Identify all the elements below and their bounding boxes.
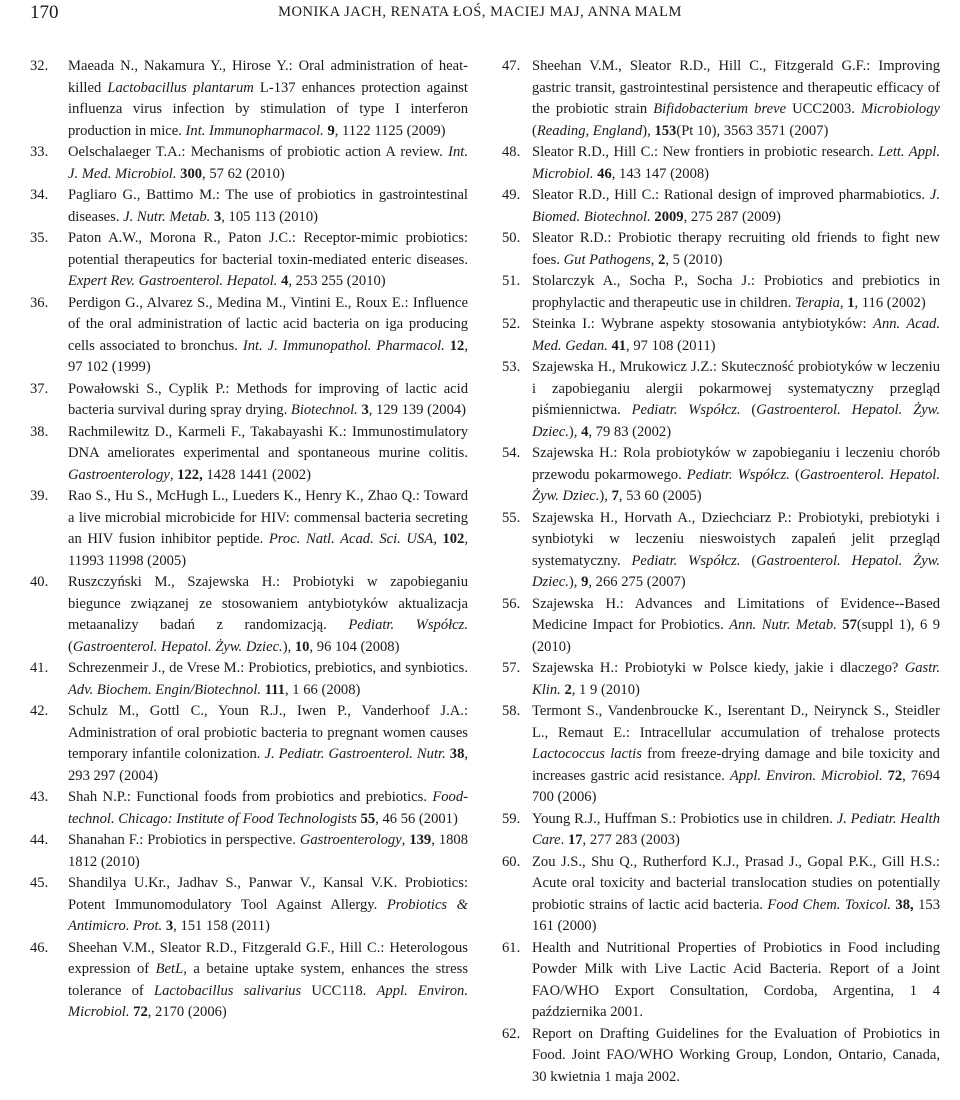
reference-text: , 11993 11998 (2005) <box>68 531 468 569</box>
reference-number: 34. <box>30 187 49 203</box>
reference-text: Shanahan F.: Probiotics in perspective. <box>68 832 300 848</box>
reference-text: Report on Drafting Guidelines for the Evaluation of Probiotics in Food. Joint FAO/WHO Working Group, London, Ontario, Canada, 30 kwietnia 1 maja 2002. <box>532 1025 940 1085</box>
reference-number: 60. <box>502 853 521 870</box>
reference-italic-text: Biotechnol. <box>290 402 358 418</box>
reference-number: 32. <box>30 58 49 74</box>
reference-text: , 275 287 (2009) <box>683 208 781 225</box>
reference-entry <box>30 572 468 658</box>
reference-number: 54. <box>502 445 521 461</box>
reference-text: ( <box>532 122 537 139</box>
reference-text: Szajewska H.: Probiotyki w Polsce kiedy, jakie i dlaczego? <box>532 660 905 676</box>
reference-text: Perdigon G., Alvarez S., Medina M., Vintini E., Roux E.: Influence of the oral administration of lactic acid bacteria on iga producing cells associated to bronchus. <box>68 294 468 354</box>
reference-italic-text: Ann. Acad. Med. Gedan. <box>532 316 940 354</box>
reference-text: Oelschalaeger T.A.: Mechanisms of probiotic action A review. <box>68 144 449 160</box>
reference-entry <box>502 701 940 809</box>
reference-italic-text: Pediatr. Współcz. <box>631 552 741 569</box>
reference-text: ), <box>282 638 295 655</box>
reference-text: Rao S., Hu S., McHugh L., Lueders K., Henry K., Zhao Q.: Toward a live microbial microbicide for HIV: commensal bacteria secreting an HIV fusion inhibitor peptide. <box>68 488 468 547</box>
reference-italic-text: Probiotics & Antimicro. Prot. <box>68 896 469 934</box>
reference-text: Sleator R.D.: Probiotic therapy recruiting old friends to fight new foes. <box>532 230 940 268</box>
reference-text: , 116 (2002) <box>854 294 926 311</box>
reference-italic-text: Pediatr. Współcz. <box>348 617 468 633</box>
reference-number: 62. <box>502 1025 521 1042</box>
reference-number: 41. <box>30 660 49 676</box>
reference-text: Pagliaro G., Battimo M.: The use of probiotics in gastrointestinal diseases. <box>68 187 468 225</box>
reference-text: Maeada N., Nakamura Y., Hirose Y.: Oral administration of heat-killed <box>68 58 468 96</box>
reference-text: , 1808 1812 (2010) <box>68 832 468 870</box>
reference-text: , 97 102 (1999) <box>68 337 468 375</box>
reference-volume: 3 <box>361 402 369 418</box>
reference-text: , 1 66 (2008) <box>284 681 361 698</box>
reference-italic-text: BetL <box>155 961 184 977</box>
reference-italic-text: Gastroenterol. Hepatol. Żyw. Dziec. <box>532 552 940 590</box>
reference-text: , <box>401 832 410 848</box>
reference-text: , 105 113 (2010) <box>221 208 318 225</box>
reference-italic-text: Terapia <box>795 294 840 311</box>
reference-text: Shandilya U.Kr., Jadhav S., Panwar V., Kansal V.K. Probiotics: Potent Immunomodulatory Tool Against Allergy. <box>68 875 468 913</box>
reference-number: 57. <box>502 660 521 676</box>
reference-text: Young R.J., Huffman S.: Probiotics use in children. <box>532 810 837 827</box>
reference-text: , 79 83 (2002) <box>588 423 672 440</box>
reference-entry <box>502 314 940 357</box>
reference-italic-text: Lactococcus lactis <box>532 746 642 762</box>
reference-number: 44. <box>30 832 49 848</box>
reference-text: , 53 60 (2005) <box>618 488 702 504</box>
reference-text: Schulz M., Gottl C., Youn R.J., Iwen P., Vanderhoof J.A.: Administration of oral probiotic bacteria to pregnant women causes temporary infantile colonization. <box>68 703 468 762</box>
reference-entry <box>30 185 468 228</box>
reference-italic-text: Reading, England <box>536 122 643 139</box>
reference-volume: 9 <box>581 574 589 590</box>
reference-italic-text: J. Nutr. Metab. <box>123 208 211 225</box>
reference-text: UCC2003. <box>786 101 862 117</box>
reference-text: , a betaine uptake system, enhances the stress tolerance of <box>68 961 468 999</box>
reference-text: , 57 62 (2010) <box>202 165 285 182</box>
reference-italic-text: Microbiology <box>861 101 940 117</box>
reference-entry <box>502 658 940 701</box>
reference-number: 52. <box>502 316 521 332</box>
reference-text: UCC118. <box>301 982 377 999</box>
reference-italic-text: Lett. Appl. Microbiol. <box>532 144 940 182</box>
reference-entry <box>502 508 940 594</box>
reference-volume: 4 <box>281 273 289 289</box>
reference-text: , 266 275 (2007) <box>588 574 686 590</box>
reference-volume: 72 <box>887 767 903 784</box>
reference-text: (suppl 1), 6 9 (2010) <box>532 617 940 655</box>
reference-volume: 12 <box>449 337 465 354</box>
reference-volume: 139 <box>409 832 432 848</box>
reference-italic-text: Int. J. Immunopathol. Pharmacol. <box>242 337 445 354</box>
reference-italic-text: Gastroenterol. Hepatol. Żyw. Dziec. <box>532 466 940 504</box>
reference-volume: 17 <box>567 832 583 848</box>
reference-entry <box>502 185 940 228</box>
reference-number: 53. <box>502 359 521 375</box>
references-right-column <box>502 56 940 1088</box>
reference-entry <box>502 938 940 1024</box>
reference-text: Szajewska H.: Advances and Limitations of Evidence--Based Medicine Impact for Probiotics. <box>532 595 940 633</box>
reference-number: 61. <box>502 939 521 956</box>
reference-italic-text: J. Pediatr. Gastroenterol. Nutr. <box>264 746 446 762</box>
reference-text: (Pt 10), 3563 3571 (2007) <box>676 122 829 139</box>
reference-text: , 253 255 (2010) <box>288 273 386 289</box>
reference-text: Szajewska H.: Rola probiotyków w zapobieganiu i leczeniu chorób przewodu pokarmowego. <box>532 445 940 483</box>
reference-italic-text: J. Pediatr. Health Care <box>532 810 940 848</box>
reference-entry <box>502 809 940 852</box>
reference-entry <box>502 56 940 142</box>
reference-text: ), <box>568 423 582 440</box>
reference-text: , 5 (2010) <box>665 251 723 268</box>
reference-entry <box>30 873 468 938</box>
reference-italic-text: Int. Immunopharmacol. <box>185 122 324 139</box>
reference-number: 39. <box>30 488 49 504</box>
reference-entry <box>502 594 940 659</box>
reference-text: , 151 158 (2011) <box>173 918 270 934</box>
reference-number: 58. <box>502 703 521 719</box>
reference-italic-text: Gut Pathogens <box>563 251 651 268</box>
reference-text: , 2170 (2006) <box>147 1004 227 1020</box>
reference-text: Szajewska H., Mrukowicz J.Z.: Skuteczność probiotyków w leczeniu i zapobieganiu alergii pokarmowej systematyczny przegląd piśmiennictwa. <box>532 359 940 418</box>
reference-volume: 2 <box>658 251 666 268</box>
reference-text: ( <box>740 402 757 418</box>
running-head-authors: MONIKA JACH, RENATA ŁOŚ, MACIEJ MAJ, ANNA MALM <box>278 4 682 20</box>
reference-volume: 38, <box>895 896 914 913</box>
reference-entry <box>30 938 468 1024</box>
reference-volume: 7 <box>611 488 619 504</box>
reference-number: 59. <box>502 810 521 827</box>
reference-italic-text: Gastroenterol. Hepatol. Żyw. Dziec. <box>72 638 283 655</box>
reference-volume: 55 <box>360 810 376 827</box>
reference-volume: 72 <box>133 1004 148 1020</box>
reference-volume: 10 <box>294 638 310 655</box>
reference-text: , 143 147 (2008) <box>611 165 710 182</box>
reference-volume: 57 <box>842 617 857 633</box>
reference-entry <box>30 228 468 293</box>
reference-number: 45. <box>30 875 49 891</box>
references-columns <box>30 56 940 1088</box>
reference-text: , <box>169 466 178 483</box>
reference-italic-text: Lactobacillus salivarius <box>153 982 302 999</box>
reference-volume: 2 <box>564 681 572 698</box>
reference-text: , <box>650 251 659 268</box>
reference-text: Paton A.W., Morona R., Paton J.C.: Receptor-mimic probiotics: potential therapeutics for bacterial toxin-mediated enteric diseases. <box>68 230 468 268</box>
reference-text: Ruszczyński M., Szajewska H.: Probiotyki w zapobieganiu biegunce związanej ze stosowaniem antybiotyków aktualizacja metaanalizy badań z randomizacją. <box>68 574 468 633</box>
reference-entry <box>502 271 940 314</box>
reference-text: , <box>839 294 848 311</box>
reference-text: Powałowski S., Cyplik P.: Methods for improving of lactic acid bacteria survival during spray drying. <box>68 380 468 418</box>
reference-number: 36. <box>30 294 49 311</box>
reference-text: , 1 9 (2010) <box>571 681 640 698</box>
reference-text: , 129 139 (2004) <box>368 402 467 418</box>
reference-volume: 41 <box>611 337 627 354</box>
reference-volume: 4 <box>581 423 589 440</box>
reference-number: 46. <box>30 939 49 956</box>
reference-entry <box>502 228 940 271</box>
reference-italic-text: Int. J. Med. Microbiol. <box>68 144 468 182</box>
reference-number: 35. <box>30 230 49 246</box>
reference-text: Zou J.S., Shu Q., Rutherford K.J., Prasad J., Gopal P.K., Gill H.S.: Acute oral toxicity and bacterial translocation studies on potentially probiotic strains of lactic acid bacteria. <box>532 853 940 913</box>
reference-text: 1428 1441 (2002) <box>202 466 311 483</box>
reference-italic-text: Lactobacillus plantarum <box>107 79 254 96</box>
reference-entry <box>30 142 468 185</box>
reference-text: ), <box>642 122 655 139</box>
reference-italic-text: Ann. Nutr. Metab. <box>729 617 837 633</box>
reference-text: Sleator R.D., Hill C.: New frontiers in probiotic research. <box>532 144 879 160</box>
reference-entry <box>502 852 940 938</box>
reference-entry <box>30 830 468 873</box>
reference-number: 51. <box>502 273 521 289</box>
reference-text: , 96 104 (2008) <box>309 638 400 655</box>
reference-text: Sleator R.D., Hill C.: Rational design of improved pharmabiotics. <box>532 187 930 203</box>
reference-italic-text: Food Chem. Toxicol. <box>767 896 891 913</box>
references-left-column <box>30 56 468 1088</box>
reference-volume: 153 <box>654 122 677 139</box>
reference-italic-text: Gastroenterology <box>68 466 170 483</box>
reference-volume: 38 <box>449 746 465 762</box>
page-number: 170 <box>30 2 59 23</box>
reference-entry <box>30 787 468 830</box>
reference-number: 49. <box>502 187 521 203</box>
reference-entry <box>30 379 468 422</box>
reference-entry <box>30 293 468 379</box>
reference-italic-text: Adv. Biochem. Engin/Biotechnol. <box>68 681 262 698</box>
reference-text: Rachmilewitz D., Karmeli F., Takabayashi K.: Immunostimulatory DNA ameliorates experimental and spontaneous murine colitis. <box>68 423 468 461</box>
reference-italic-text: Gastroenterology <box>299 832 402 848</box>
reference-text: , 1122 1125 (2009) <box>334 122 446 139</box>
reference-text: , 97 108 (2011) <box>626 337 716 354</box>
reference-text: Sheehan V.M., Sleator R.D., Hill C., Fitzgerald G.F.: Improving gastric transit, gastrointestinal persistence and therapeutic efficacy of the probiotic strain <box>532 58 940 117</box>
reference-text: Shah N.P.: Functional foods from probiotics and prebiotics. <box>68 789 433 805</box>
reference-number: 56. <box>502 595 521 612</box>
reference-volume: 111 <box>264 681 285 698</box>
reference-number: 40. <box>30 574 49 590</box>
reference-text: , 277 283 (2003) <box>582 832 680 848</box>
reference-text: , 293 297 (2004) <box>68 746 469 784</box>
reference-italic-text: Bifidobacterium breve <box>653 101 787 117</box>
reference-text: . <box>560 832 568 848</box>
reference-italic-text: Pediatr. Współcz. <box>686 466 790 483</box>
reference-text: from freeze-drying damage and bile toxicity and increases gastric acid resistance. <box>532 746 940 784</box>
reference-italic-text: Expert Rev. Gastroenterol. Hepatol. <box>68 273 278 289</box>
reference-entry <box>30 422 468 487</box>
reference-volume: 46 <box>597 165 612 182</box>
reference-entry <box>30 486 468 572</box>
reference-entry <box>30 658 468 701</box>
reference-text: Stolarczyk A., Socha P., Socha J.: Probiotics and prebiotics in prophylactic and therapeutic use in children. <box>532 273 940 311</box>
reference-number: 48. <box>502 144 521 160</box>
reference-entry <box>30 701 468 787</box>
reference-text: ( <box>68 638 73 655</box>
reference-number: 38. <box>30 423 49 440</box>
reference-text: L-137 enhances protection against influenza virus infection by stimulation of type I interferon production in mice. <box>68 79 468 139</box>
reference-volume: 3 <box>165 918 174 934</box>
reference-text: , <box>433 531 443 547</box>
reference-text: Steinka I.: Wybrane aspekty stosowania antybiotyków: <box>532 316 874 332</box>
reference-italic-text: Food-technol. Chicago: Institute of Food Technologists <box>68 789 468 827</box>
reference-number: 37. <box>30 380 49 397</box>
reference-text: ), <box>599 488 612 504</box>
reference-italic-text: J. Biomed. Biotechnol. <box>532 187 940 225</box>
reference-italic-text: Proc. Natl. Acad. Sci. USA <box>268 531 434 547</box>
reference-number: 33. <box>30 144 49 160</box>
reference-entry <box>30 56 468 142</box>
reference-volume: 1 <box>847 294 855 311</box>
reference-text: ), <box>568 574 582 590</box>
reference-volume: 2009 <box>654 208 684 225</box>
reference-text: Sheehan V.M., Sleator R.D., Fitzgerald G.F., Hill C.: Heterologous expression of <box>68 939 468 977</box>
reference-volume: 300 <box>180 165 203 182</box>
reference-number: 55. <box>502 509 521 526</box>
reference-number: 43. <box>30 789 49 805</box>
reference-number: 50. <box>502 230 521 246</box>
page-header <box>20 0 940 36</box>
reference-number: 47. <box>502 58 521 74</box>
reference-text: Szajewska H., Horvath A., Dziechciarz P.: Probiotyki, prebiotyki i synbiotyki w leczeniu nieswoistych zapaleń jelit przegląd systematyczny. <box>532 509 940 569</box>
reference-volume: 122, <box>177 466 203 483</box>
reference-text: ( <box>740 552 757 569</box>
reference-italic-text: Appl. Environ. Microbiol. <box>729 767 883 784</box>
reference-text: Health and Nutritional Properties of Probiotics in Food including Powder Milk with Live Lactic Acid Bacteria. Report of a Joint FAO/WHO Export Consultation, Cordoba, Argentina, 1 4 października 2001. <box>532 939 940 1020</box>
reference-text: Schrezenmeir J., de Vrese M.: Probiotics, prebiotics, and synbiotics. <box>68 660 468 676</box>
reference-number: 42. <box>30 703 49 719</box>
reference-volume: 3 <box>213 208 222 225</box>
reference-entry <box>502 357 940 443</box>
reference-italic-text: Appl. Environ. Microbiol. <box>68 982 468 1020</box>
reference-entry <box>502 142 940 185</box>
reference-entry <box>502 443 940 508</box>
reference-italic-text: Gastroenterol. Hepatol. Żyw. Dziec. <box>532 402 940 440</box>
reference-volume: 102 <box>442 531 465 547</box>
reference-text: Termont S., Vandenbroucke K., Iserentant D., Neirynck S., Steidler L., Remaut E.: Intracellular accumulation of trehalose protects <box>532 703 940 741</box>
reference-text: , 46 56 (2001) <box>375 810 458 827</box>
reference-italic-text: Pediatr. Współcz. <box>631 402 741 418</box>
reference-italic-text: Gastr. Klin. <box>532 660 940 698</box>
reference-entry <box>502 1024 940 1089</box>
reference-text: , 7694 700 (2006) <box>532 767 940 805</box>
reference-text: 153 161 (2000) <box>532 896 940 934</box>
reference-text: ( <box>789 466 800 483</box>
reference-volume: 9 <box>327 122 335 139</box>
